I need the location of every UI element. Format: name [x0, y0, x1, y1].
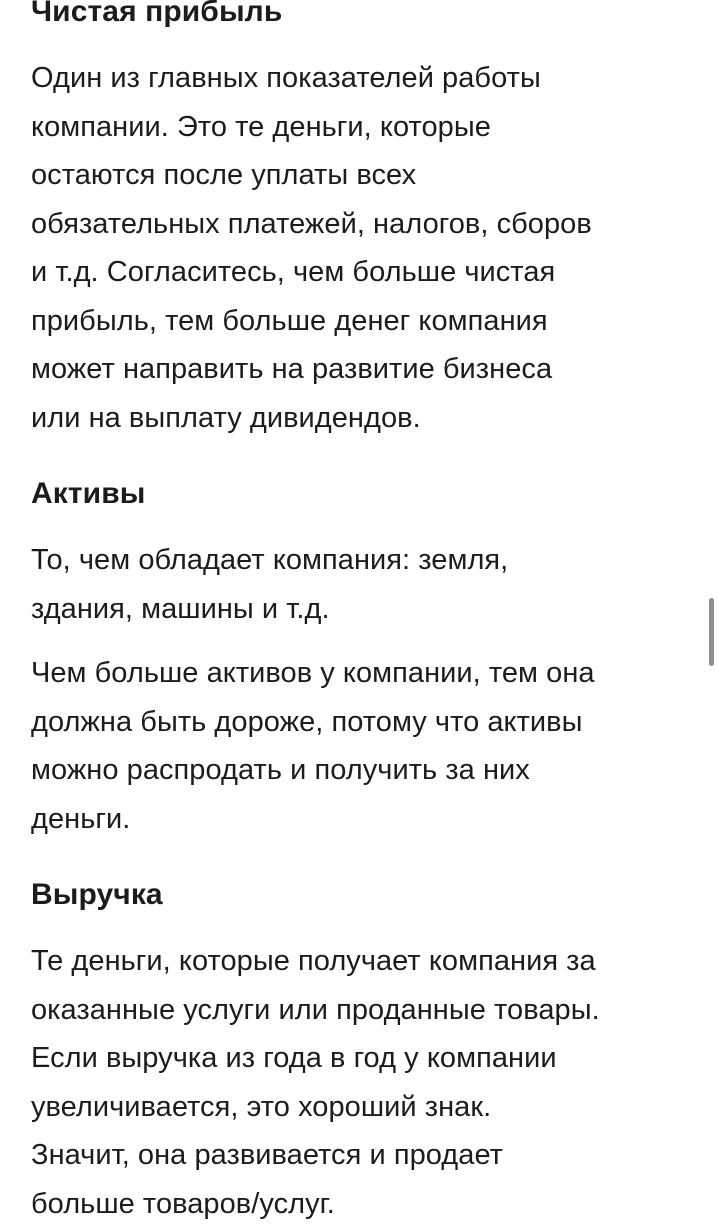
- text-line: деньги.: [31, 795, 699, 844]
- text-line: Один из главных показателей работы: [31, 54, 699, 103]
- text-line: компании. Это те деньги, которые: [31, 103, 699, 152]
- section-title-net-profit: Чистая прибыль: [31, 0, 699, 36]
- paragraph-net-profit: [31, 54, 699, 442]
- text-line: оказанные услуги или проданные товары.: [31, 986, 699, 1035]
- text-line: здания, машины и т.д.: [31, 585, 699, 634]
- scrollbar-thumb[interactable]: [709, 598, 714, 666]
- text-line: Чем больше активов у компании, тем она: [31, 649, 699, 698]
- paragraph-assets-definition: [31, 536, 699, 633]
- text-line: или на выплату дивидендов.: [31, 394, 699, 443]
- text-line: может направить на развитие бизнеса: [31, 345, 699, 394]
- text-line: То, чем обладает компания: земля,: [31, 536, 699, 585]
- text-line: прибыль, тем больше денег компания: [31, 297, 699, 346]
- text-line: можно распродать и получить за них: [31, 746, 699, 795]
- text-line: Если выручка из года в год у компании: [31, 1034, 699, 1083]
- text-line: и т.д. Согласитесь, чем больше чистая: [31, 248, 699, 297]
- paragraph-revenue: [31, 937, 699, 1228]
- text-line: остаются после уплаты всех: [31, 151, 699, 200]
- text-line: больше товаров/услуг.: [31, 1180, 699, 1228]
- text-line: увеличивается, это хороший знак.: [31, 1083, 699, 1132]
- section-title-revenue: Выручка: [31, 871, 699, 919]
- text-line: обязательных платежей, налогов, сборов: [31, 200, 699, 249]
- text-line: должна быть дороже, потому что активы: [31, 698, 699, 747]
- text-line: Значит, она развивается и продает: [31, 1131, 699, 1180]
- section-title-assets: Активы: [31, 470, 699, 518]
- article-body: [31, 0, 699, 1228]
- paragraph-assets-value: [31, 649, 699, 843]
- text-line: Те деньги, которые получает компания за: [31, 937, 699, 986]
